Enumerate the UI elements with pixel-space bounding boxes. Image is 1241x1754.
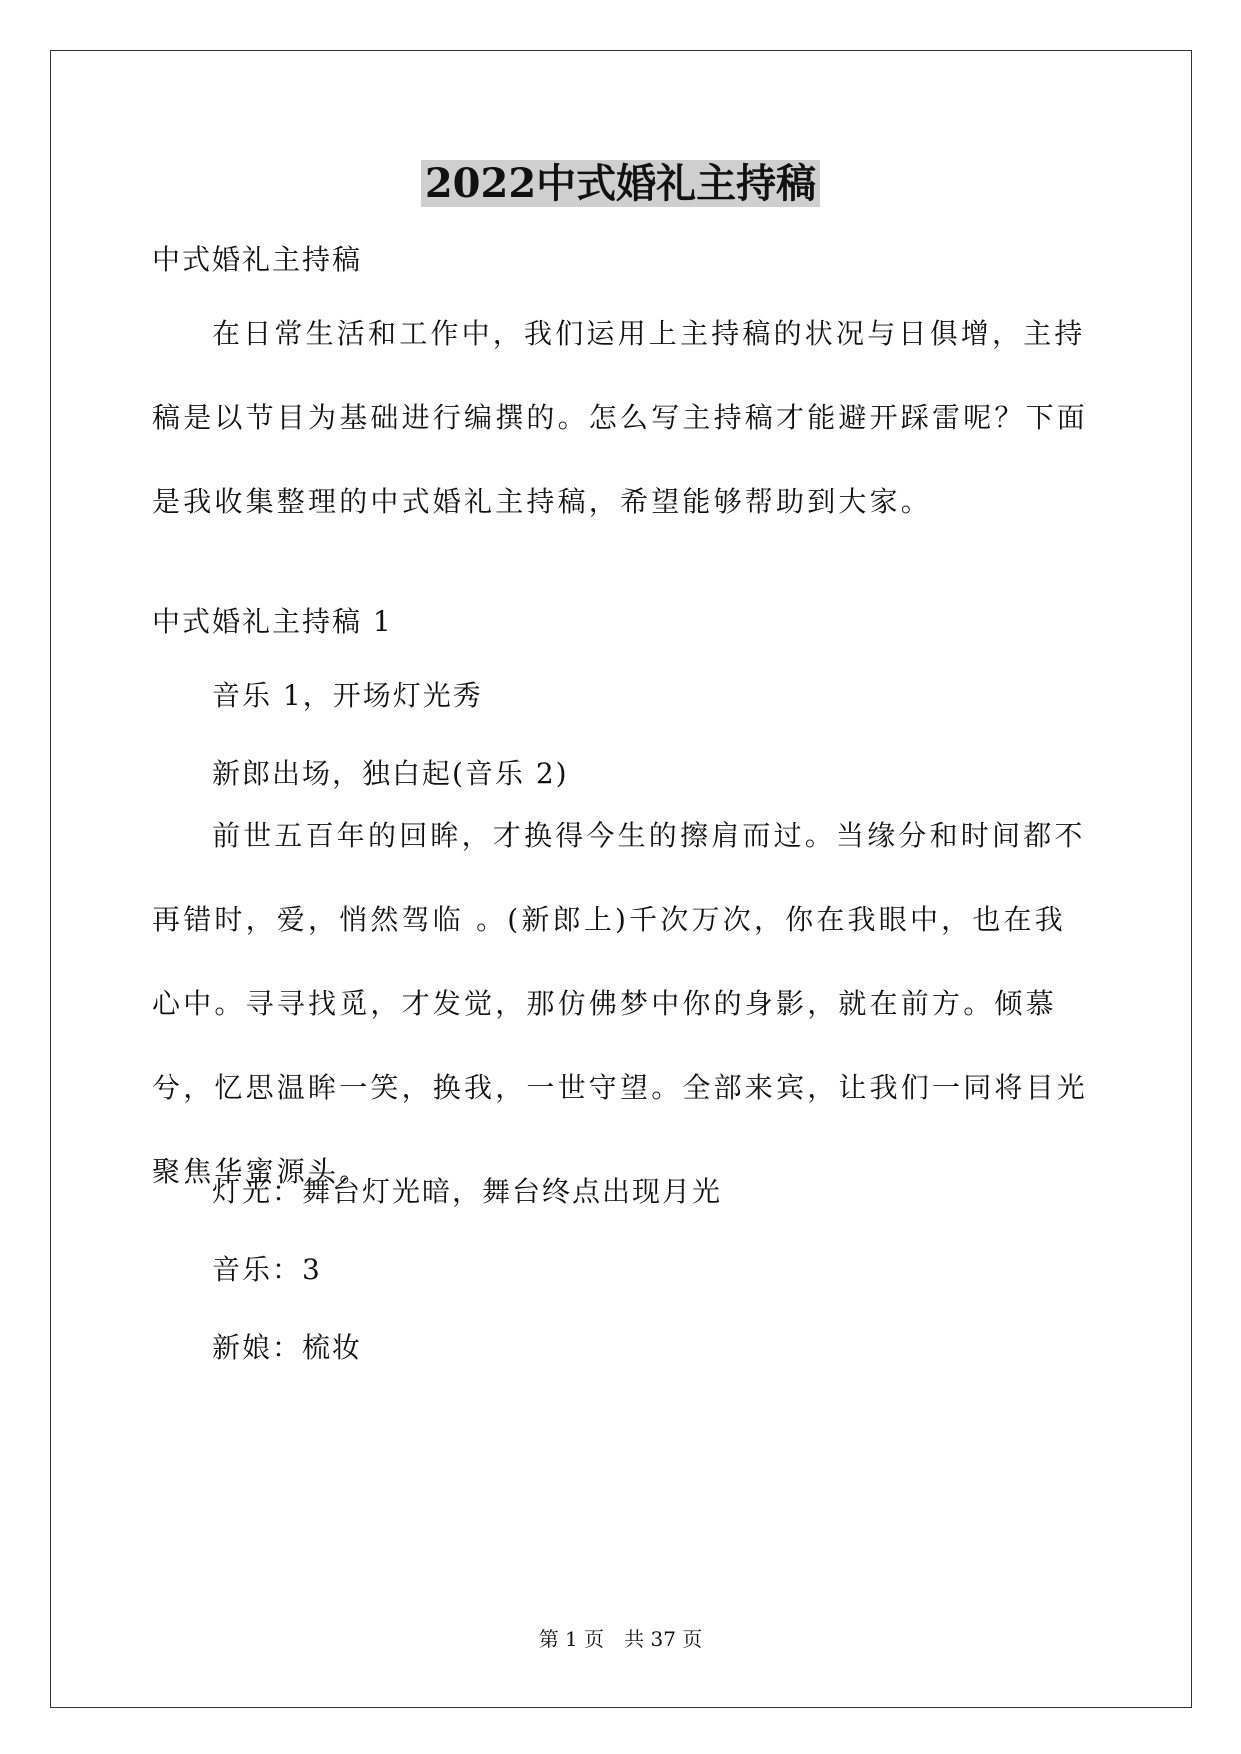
page-footer <box>0 1626 1241 1652</box>
groom-entrance-line: 新郎出场，独白起(音乐 2) <box>212 757 569 790</box>
bride-line: 新娘：梳妆 <box>212 1331 363 1364</box>
document-title <box>0 156 1241 212</box>
monologue-paragraph: 前世五百年的回眸，才换得今生的擦肩而过。当缘分和时间都不再错时，爱，悄然驾临 。(新郎上)千次万次，你在我眼中，也在我心中。寻寻找觅，才发觉，那仿佛梦中你的身影，就在前方。倾慕兮，忆思温眸一笑，换我，一世守望。全部来宾，让我们一同将目光聚焦华蜜源头。 <box>152 819 1089 1188</box>
current-page: 第 1 页 <box>538 1627 605 1651</box>
music-1-line: 音乐 1，开场灯光秀 <box>212 679 483 712</box>
section-heading: 中式婚礼主持稿 1 <box>152 605 393 638</box>
music-3-line: 音乐：3 <box>212 1253 322 1286</box>
lighting-line: 灯光：舞台灯光暗，舞台终点出现月光 <box>212 1175 723 1208</box>
document-subtitle: 中式婚礼主持稿 <box>152 243 363 276</box>
total-pages: 共 37 页 <box>624 1627 703 1651</box>
document-title-text: 2022中式婚礼主持稿 <box>421 160 820 207</box>
intro-paragraph: 在日常生活和工作中，我们运用上主持稿的状况与日俱增，主持稿是以节目为基础进行编撰的。怎么写主持稿才能避开踩雷呢？下面是我收集整理的中式婚礼主持稿，希望能够帮助到大家。 <box>152 317 1089 518</box>
